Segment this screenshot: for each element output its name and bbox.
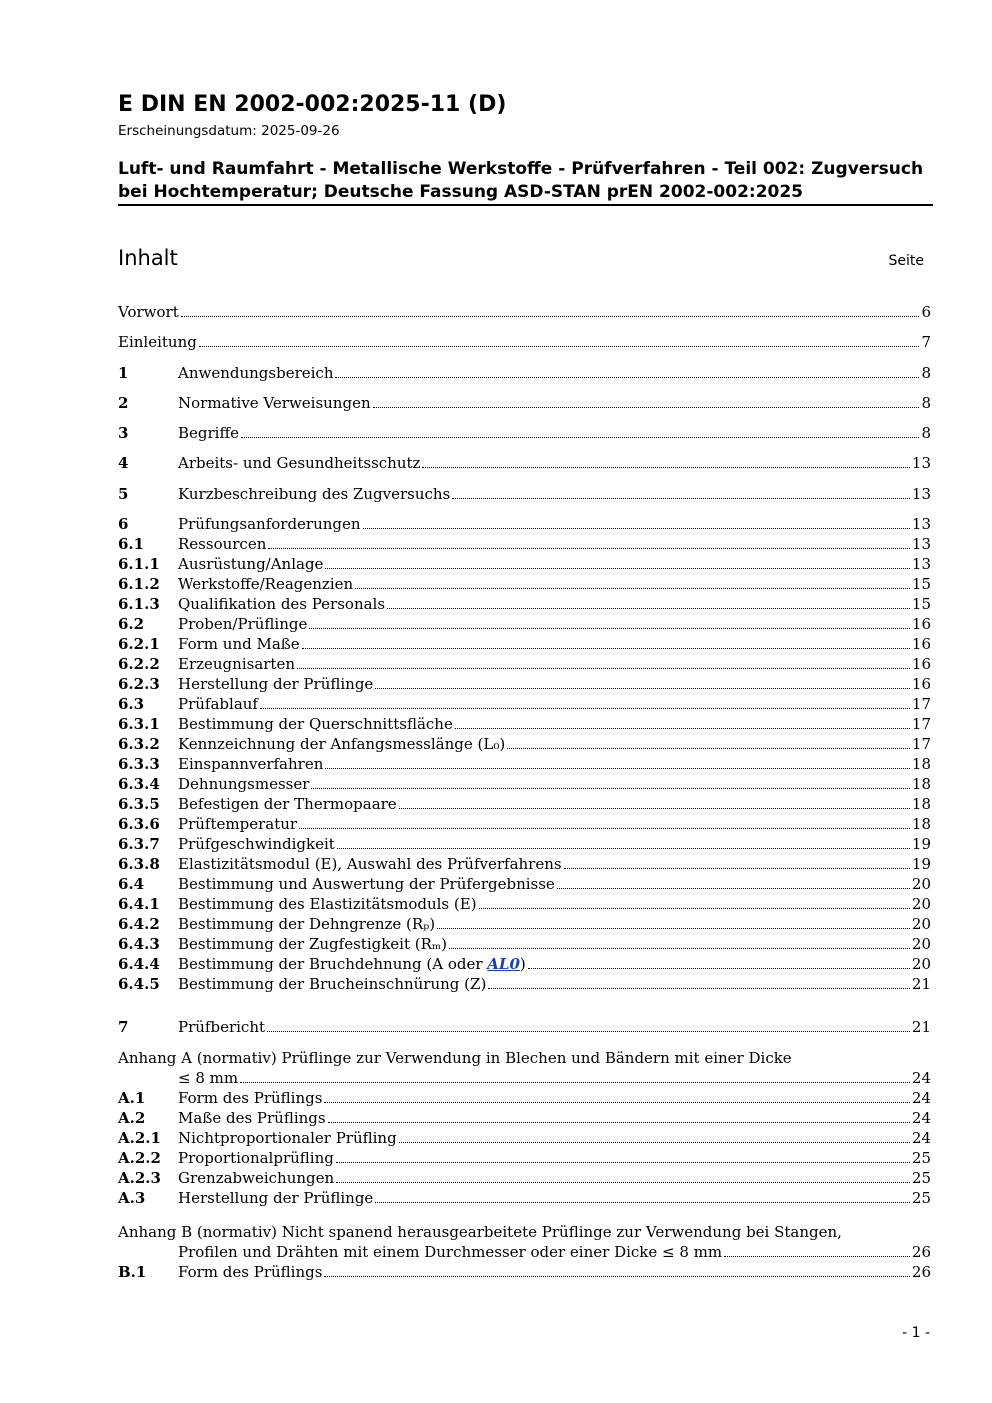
toc-entry[interactable] bbox=[118, 514, 931, 534]
toc-entry[interactable] bbox=[118, 734, 931, 754]
toc-entry-number: 6.2.2 bbox=[118, 655, 160, 673]
title-divider bbox=[118, 204, 933, 206]
toc-entry[interactable] bbox=[118, 934, 931, 954]
toc-block-annex-b bbox=[118, 1222, 931, 1282]
toc-entry[interactable] bbox=[118, 1148, 931, 1168]
toc-block bbox=[118, 423, 931, 443]
toc-entry-number: 1 bbox=[118, 364, 129, 382]
toc-block bbox=[118, 1017, 931, 1037]
toc-block bbox=[118, 484, 931, 504]
toc-entry-label: Bestimmung der Brucheinschnürung (Z) bbox=[178, 975, 487, 993]
toc-entry[interactable] bbox=[118, 554, 931, 574]
toc-entry[interactable] bbox=[118, 854, 931, 874]
toc-entry-page: 13 bbox=[911, 485, 931, 503]
toc-entry-page: 17 bbox=[911, 715, 931, 733]
toc-entry[interactable] bbox=[118, 1017, 931, 1037]
toc-entry-number: 6.4.1 bbox=[118, 895, 160, 913]
toc-entry[interactable] bbox=[118, 814, 931, 834]
toc-entry-label: Werkstoffe/Reagenzien bbox=[178, 575, 354, 593]
toc-entry-label: Kennzeichnung der Anfangsmesslänge (L₀) bbox=[178, 735, 506, 753]
toc-entry[interactable] bbox=[118, 1168, 931, 1188]
toc-entry-page: 20 bbox=[911, 935, 931, 953]
toc-entry-number: 3 bbox=[118, 424, 129, 442]
toc-entry-label: Prüfablauf bbox=[178, 695, 258, 713]
toc-entry-page: 21 bbox=[911, 1018, 931, 1036]
toc-entry-page: 25 bbox=[911, 1169, 931, 1187]
toc-entry-page: 24 bbox=[911, 1109, 931, 1127]
toc-entry-page: 20 bbox=[911, 875, 931, 893]
toc-entry-label: ≤ 8 mm bbox=[178, 1069, 239, 1087]
toc-entry-number: 6.1 bbox=[118, 535, 145, 553]
toc-entry-page: 18 bbox=[911, 815, 931, 833]
toc-entry-page: 16 bbox=[911, 675, 931, 693]
toc-entry-label: Erzeugnisarten bbox=[178, 655, 295, 673]
toc-entry-number: 7 bbox=[118, 1018, 129, 1036]
toc-entry-number: 6.3.5 bbox=[118, 795, 160, 813]
toc-entry-page: 25 bbox=[911, 1149, 931, 1167]
toc-entry[interactable] bbox=[118, 484, 931, 504]
toc-entry-page: 8 bbox=[921, 424, 931, 442]
toc-entry-number: 6 bbox=[118, 515, 129, 533]
toc-entry-page: 7 bbox=[921, 333, 931, 351]
toc-entry[interactable] bbox=[118, 654, 931, 674]
document-title: Luft- und Raumfahrt - Metallische Werkstoffe - Prüfverfahren - Teil 002: Zugversuch bei Hochtemperatur; Deutsche Fassung ASD-STAN prEN 2002-002:2025 bbox=[118, 159, 924, 202]
toc-entry-page: 17 bbox=[911, 735, 931, 753]
toc-entry-page: 18 bbox=[911, 795, 931, 813]
toc-entry-label: Nichtproportionaler Prüfling bbox=[178, 1129, 397, 1147]
toc-entry[interactable] bbox=[118, 1188, 931, 1208]
toc-entry-label: Form des Prüflings bbox=[178, 1263, 323, 1281]
toc-entry-page: 13 bbox=[911, 535, 931, 553]
toc-entry-number: 6.3.2 bbox=[118, 735, 160, 753]
toc-entry-page: 20 bbox=[911, 915, 931, 933]
toc-entry-number: A.2.1 bbox=[118, 1129, 161, 1147]
toc-entry[interactable] bbox=[118, 614, 931, 634]
toc-entry-page: 18 bbox=[911, 775, 931, 793]
publication-date: Erscheinungsdatum: 2025-09-26 bbox=[118, 123, 340, 139]
toc-entry-number: 6.3.4 bbox=[118, 775, 160, 793]
toc-entry-page: 25 bbox=[911, 1189, 931, 1207]
toc-entry[interactable] bbox=[118, 794, 931, 814]
toc-entry-number: 6.2.3 bbox=[118, 675, 160, 693]
toc-entry[interactable] bbox=[118, 363, 931, 383]
toc-entry[interactable] bbox=[118, 974, 931, 994]
toc-entry[interactable] bbox=[118, 714, 931, 734]
toc-entry-label: Proportionalprüfling bbox=[178, 1149, 334, 1167]
toc-entry-number: 6.3.7 bbox=[118, 835, 160, 853]
toc-entry-label: Profilen und Drähten mit einem Durchmesser oder einer Dicke ≤ 8 mm bbox=[178, 1243, 723, 1261]
toc-entry[interactable] bbox=[118, 954, 931, 974]
toc-entry[interactable] bbox=[118, 1108, 931, 1128]
toc-entry[interactable] bbox=[118, 754, 931, 774]
toc-entry-number: 6.1.2 bbox=[118, 575, 160, 593]
toc-entry-label: Normative Verweisungen bbox=[178, 394, 371, 412]
toc-entry-number: A.1 bbox=[118, 1089, 146, 1107]
toc-entry[interactable] bbox=[118, 774, 931, 794]
toc-entry-label: Ressourcen bbox=[178, 535, 267, 553]
toc-block bbox=[118, 332, 931, 352]
toc-entry-page: 8 bbox=[921, 394, 931, 412]
toc-entry-label: Form und Maße bbox=[178, 635, 300, 653]
toc-entry-page: 21 bbox=[911, 975, 931, 993]
toc-entry-label: Prüfgeschwindigkeit bbox=[178, 835, 335, 853]
toc-entry[interactable] bbox=[118, 874, 931, 894]
toc-entry[interactable] bbox=[118, 1262, 931, 1282]
toc-entry-page: 13 bbox=[911, 555, 931, 573]
toc-entry-label: Elastizitätsmodul (E), Auswahl des Prüfverfahrens bbox=[178, 855, 562, 873]
toc-entry-annex-heading[interactable] bbox=[118, 1048, 931, 1068]
toc-entry-number: 6.1.1 bbox=[118, 555, 160, 573]
annex-heading-line: Anhang A (normativ) Prüflinge zur Verwendung in Blechen und Bändern mit einer Dicke bbox=[118, 1049, 792, 1067]
toc-entry-page: 16 bbox=[911, 635, 931, 653]
toc-entry-label: Kurzbeschreibung des Zugversuchs bbox=[178, 485, 451, 503]
toc-entry-number: 6.3.1 bbox=[118, 715, 160, 733]
toc-entry-label: Befestigen der Thermopaare bbox=[178, 795, 397, 813]
toc-entry-label: Maße des Prüflings bbox=[178, 1109, 326, 1127]
toc-entry-label: Prüfbericht bbox=[178, 1018, 266, 1036]
toc-entry-label: Bestimmung des Elastizitätsmoduls (E) bbox=[178, 895, 477, 913]
toc-entry-number: 6.1.3 bbox=[118, 595, 160, 613]
toc-block bbox=[118, 393, 931, 413]
toc-entry-page: 8 bbox=[921, 364, 931, 382]
toc-entry-number: A.3 bbox=[118, 1189, 146, 1207]
toc-entry-label: Prüfungsanforderungen bbox=[178, 515, 361, 533]
toc-entry[interactable] bbox=[118, 634, 931, 654]
toc-entry-label: Bestimmung und Auswertung der Prüfergebnisse bbox=[178, 875, 555, 893]
toc-entry[interactable] bbox=[118, 1068, 931, 1088]
document-id: E DIN EN 2002-002:2025-11 (D) bbox=[118, 92, 507, 117]
toc-entry[interactable] bbox=[118, 1128, 931, 1148]
toc-entry-page: 19 bbox=[911, 835, 931, 853]
toc-entry-page: 24 bbox=[911, 1129, 931, 1147]
toc-entry-page: 17 bbox=[911, 695, 931, 713]
toc-entry-page: 18 bbox=[911, 755, 931, 773]
toc-entry-number: 6.4.4 bbox=[118, 955, 160, 973]
toc-entry-label: Proben/Prüflinge bbox=[178, 615, 308, 633]
toc-entry[interactable] bbox=[118, 694, 931, 714]
toc-entry-number: 6.3.6 bbox=[118, 815, 160, 833]
toc-entry-number: 6.3.3 bbox=[118, 755, 160, 773]
toc-entry-number: 6.3.8 bbox=[118, 855, 160, 873]
toc-entry-number: 6.3 bbox=[118, 695, 145, 713]
toc-entry[interactable] bbox=[118, 534, 931, 554]
toc-entry-page: 26 bbox=[911, 1243, 931, 1261]
toc-entry-number: 6.4.3 bbox=[118, 935, 160, 953]
toc-entry-label: Vorwort bbox=[118, 303, 179, 321]
toc-entry[interactable] bbox=[118, 302, 931, 322]
toc-entry-label: Bestimmung der Dehngrenze (Rₚ) bbox=[178, 915, 436, 933]
toc-entry-label: Qualifikation des Personals bbox=[178, 595, 386, 613]
toc-entry-number: A.2 bbox=[118, 1109, 146, 1127]
toc-entry-label: Bestimmung der Zugfestigkeit (Rₘ) bbox=[178, 935, 447, 953]
toc-entry-label: Bestimmung der Querschnittsfläche bbox=[178, 715, 453, 733]
toc-entry[interactable] bbox=[118, 393, 931, 413]
toc-entry-page: 15 bbox=[911, 575, 931, 593]
toc-entry[interactable] bbox=[118, 1088, 931, 1108]
annex-heading-line: Anhang B (normativ) Nicht spanend herausgearbeitete Prüflinge zur Verwendung bei Stangen, bbox=[118, 1223, 842, 1241]
toc-entry[interactable] bbox=[118, 914, 931, 934]
toc-entry-annex-heading[interactable] bbox=[118, 1222, 931, 1242]
toc-entry-label: Einleitung bbox=[118, 333, 197, 351]
toc-entry-number: 6.2 bbox=[118, 615, 145, 633]
toc-entry-number: 6.4 bbox=[118, 875, 145, 893]
toc-entry-page: 20 bbox=[911, 895, 931, 913]
toc-entry-number: B.1 bbox=[118, 1263, 147, 1281]
toc-entry[interactable] bbox=[118, 894, 931, 914]
page-column-label: Seite bbox=[888, 253, 924, 269]
toc-block-annex-a bbox=[118, 1048, 931, 1208]
toc-entry-number: 6.4.5 bbox=[118, 975, 160, 993]
toc-entry-page: 19 bbox=[911, 855, 931, 873]
toc-entry-page: 26 bbox=[911, 1263, 931, 1281]
toc-entry-page: 24 bbox=[911, 1069, 931, 1087]
toc-entry-number: A.2.2 bbox=[118, 1149, 161, 1167]
toc-block bbox=[118, 302, 931, 322]
page-number: - 1 - bbox=[902, 1325, 930, 1341]
toc-entry-number: 6.2.1 bbox=[118, 635, 160, 653]
toc-entry-label: Ausrüstung/Anlage bbox=[178, 555, 324, 573]
toc-entry-number: 2 bbox=[118, 394, 129, 412]
toc-entry-page: 20 bbox=[911, 955, 931, 973]
toc-entry[interactable] bbox=[118, 674, 931, 694]
toc-block bbox=[118, 363, 931, 383]
toc-entry[interactable] bbox=[118, 423, 931, 443]
toc-entry-label: Begriffe bbox=[178, 424, 240, 442]
toc-entry-page: 6 bbox=[921, 303, 931, 321]
toc-entry-page: 15 bbox=[911, 595, 931, 613]
toc-entry-label: Dehnungsmesser bbox=[178, 775, 310, 793]
toc-entry[interactable] bbox=[118, 574, 931, 594]
toc-entry-label: Herstellung der Prüflinge bbox=[178, 675, 374, 693]
toc-entry-number: A.2.3 bbox=[118, 1169, 161, 1187]
toc-entry-page: 24 bbox=[911, 1089, 931, 1107]
toc-entry[interactable] bbox=[118, 834, 931, 854]
toc-entry-page: 16 bbox=[911, 655, 931, 673]
toc-entry-page: 13 bbox=[911, 515, 931, 533]
toc-entry-number: 5 bbox=[118, 485, 129, 503]
toc-entry-label: Bestimmung der Bruchdehnung (A oder AL0) bbox=[178, 955, 526, 973]
toc-entry-number: 6.4.2 bbox=[118, 915, 160, 933]
toc-entry[interactable] bbox=[118, 594, 931, 614]
toc-entry-number: 4 bbox=[118, 454, 129, 472]
toc-block bbox=[118, 453, 931, 473]
toc-entry[interactable] bbox=[118, 1242, 931, 1262]
toc-entry-page: 16 bbox=[911, 615, 931, 633]
toc-entry-label: Form des Prüflings bbox=[178, 1089, 323, 1107]
toc-entry[interactable] bbox=[118, 453, 931, 473]
toc-entry-label: Arbeits- und Gesundheitsschutz bbox=[178, 454, 421, 472]
toc-heading: Inhalt bbox=[118, 246, 178, 270]
toc-entry-label: Herstellung der Prüflinge bbox=[178, 1189, 374, 1207]
toc-entry-label: Prüftemperatur bbox=[178, 815, 298, 833]
toc-entry-label: Anwendungsbereich bbox=[178, 364, 334, 382]
toc-entry-label: Einspannverfahren bbox=[178, 755, 324, 773]
toc-block-section-6 bbox=[118, 514, 931, 994]
toc-entry-label: Grenzabweichungen bbox=[178, 1169, 335, 1187]
toc-entry-page: 13 bbox=[911, 454, 931, 472]
cross-reference-link[interactable]: AL0 bbox=[487, 955, 520, 973]
toc-entry[interactable] bbox=[118, 332, 931, 352]
